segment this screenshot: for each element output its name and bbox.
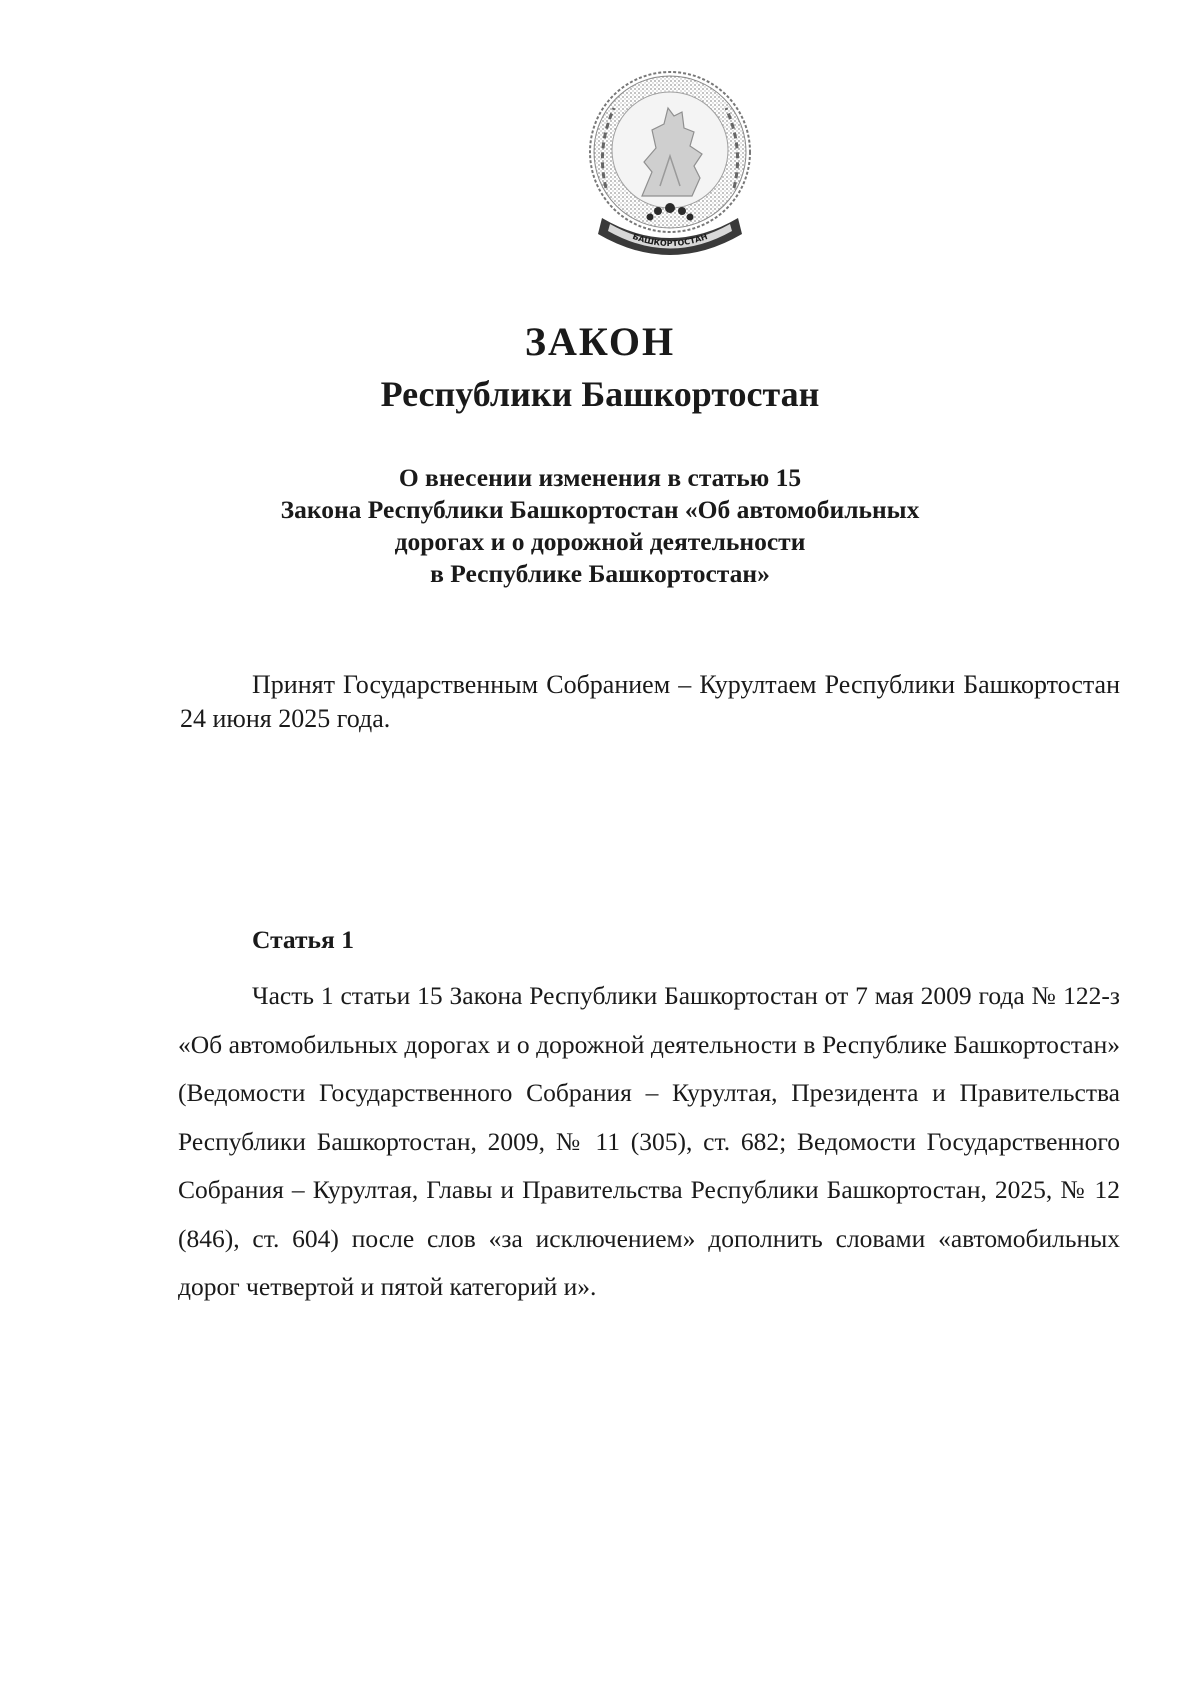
bashkortostan-coat-of-arms-icon xyxy=(582,68,758,264)
subject-line-4: в Республике Башкортостан» xyxy=(430,559,770,588)
subject-line-2: Закона Республики Башкортостан «Об автомобильных xyxy=(280,495,920,524)
subject-line-1: О внесении изменения в статью 15 xyxy=(398,463,802,492)
emblem-ribbon-text: БАШКОРТОСТАН xyxy=(631,231,709,249)
adoption-statement: Принят Государственным Собранием – Курултаем Республики Башкортостан 24 июня 2025 года. xyxy=(180,670,1120,733)
law-subject xyxy=(0,462,1200,590)
document-title: ЗАКОН xyxy=(524,319,676,364)
subject-line-3: дорогах и о дорожной деятельности xyxy=(394,527,806,556)
article-heading: Статья 1 xyxy=(252,925,354,954)
document-subtitle: Республики Башкортостан xyxy=(380,374,820,414)
article-text: Часть 1 статьи 15 Закона Республики Башкортостан от 7 мая 2009 года № 122-з «Об автомобильных дорогах и о дорожной деятельности в Республике Башкортостан» (Ведомости Государственного Собрания – Курултая, Президента и Правительства Республики Башкортостан, 2009, № 11 (305), ст. 682; Ведомости Государственного Собрания – Курултая, Главы и Правительства Республики Башкортостан, 2025, № 12 (846), ст. 604) после слов «за исключением» дополнить словами «автомобильных дорог четвертой и пятой категорий и». xyxy=(178,981,1120,1301)
